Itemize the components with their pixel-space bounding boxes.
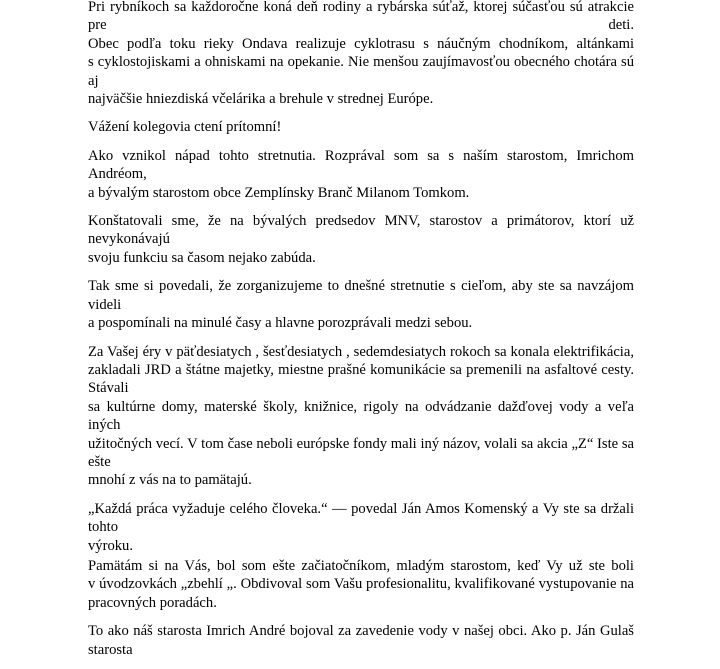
text-line: Obec podľa toku rieky Ondava realizuje cyklotrasu s náučným chodníkom, altánkami [88, 35, 634, 52]
text-line: Tak sme si povedali, že zorganizujeme to dnešné stretnutie s cieľom, aby ste sa navzájom videli [88, 278, 634, 313]
document-page [88, 0, 634, 669]
paragraph-village-attractions [88, 0, 634, 108]
text-line: a bývalým starostom obce Zemplínsky Branč Milanom Tomkom. [88, 184, 470, 201]
paragraph-memories [88, 557, 634, 612]
text-line: zakladali JRD a štátne majetky, miestne prašné komunikácie sa premenili na asfaltové cesty. Stávali [88, 361, 634, 397]
text-line: a pospomínali na minulé časy a hlavne porozprávali medzi sebou. [88, 315, 473, 332]
text-line: To ako náš starosta Imrich André bojoval za zavedenie vody v našej obci. Ako p. Ján Gulaš starosta [88, 623, 634, 658]
text-line: „Každá práca vyžaduje celého človeka.“ — povedal Ján Amos Komenský a Vy ste sa držali tohto [88, 500, 634, 536]
text-line: mnohí z vás na to pamätajú. [88, 472, 252, 489]
paragraph-era-achievements [88, 343, 634, 490]
text-line: Vážení kolegovia ctení prítomní! [88, 119, 282, 136]
text-line: výroku. [88, 537, 133, 554]
text-line: sa kultúrne domy, materské školy, knižnice, rigoly na odvádzanie dažďovej vody a veľa iných [88, 398, 634, 434]
paragraph-greeting [88, 118, 634, 136]
paragraph-meeting-idea [88, 147, 634, 202]
paragraph-forgotten-officials [88, 212, 634, 267]
paragraph-meeting-purpose [88, 277, 634, 332]
text-line: Ako vznikol nápad tohto stretnutia. Rozprával som sa s naším starostom, Imrichom Andréom, [88, 147, 634, 183]
text-line: Pri rybníkoch sa každoročne koná deň rodiny a rybárska súťaž, ktorej súčasťou sú atrakcie pre deti. [88, 0, 634, 34]
paragraph-komensky-quote [88, 500, 634, 555]
text-line: najväčšie hniezdiská včelárika a brehule v strednej Európe. [88, 91, 434, 108]
text-line: Pamätám si na Vás, bol som ešte začiatočníkom, mladým starostom, keď Vy už ste boli [88, 557, 634, 574]
text-line: svoju funkciu sa časom nejako zabúda. [88, 249, 316, 266]
text-line: Za Vašej éry v päťdesiatych , šesťdesiatych , sedemdesiatych rokoch sa konala elektrifikácia, [88, 343, 634, 360]
text-line: s cyklostojiskami a ohniskami na opekanie. Nie menšou zaujímavosťou obecného chotára sú aj [88, 54, 634, 89]
text-line: pracovných poradách. [88, 594, 217, 611]
paragraph-water-supply [88, 622, 634, 659]
text-line: užitočných vecí. V tom čase neboli európske fondy mali iný názov, volali sa akcia „Z“ Iste sa ešte [88, 435, 634, 470]
text-line: v úvodzovkách „zbehlí „. Obdivoval som Vašu profesionalitu, kvalifikované vystupovanie na [88, 576, 634, 593]
text-line: Konštatovali sme, že na bývalých predsedov MNV, starostov a primátorov, ktorí už nevykonávajú [88, 213, 634, 248]
